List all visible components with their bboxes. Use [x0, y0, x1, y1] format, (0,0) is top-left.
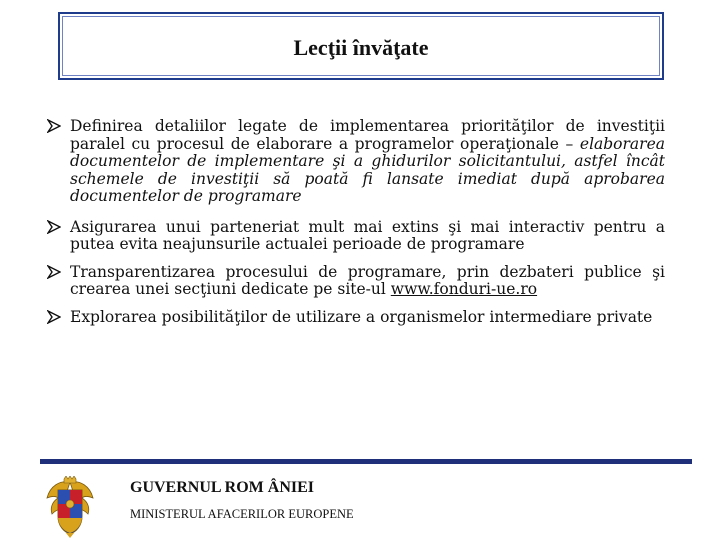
bullet-list [47, 118, 665, 336]
bullet-text: Asigurarea unui parteneriat mult mai extins şi mai interactiv pentru a putea evita neajunsurile actualei perioade de programare [70, 217, 665, 253]
government-name: GUVERNUL ROM ÂNIEI [130, 479, 315, 496]
title-box [58, 12, 664, 80]
arrow-bullet-icon [47, 220, 61, 234]
bullet-text: Transparentizarea procesului de programare, prin dezbateri publice şi crearea unei secţiuni dedicate pe site-ul [70, 262, 665, 298]
romanian-coat-of-arms-icon [44, 476, 96, 538]
footer-divider [40, 459, 692, 464]
bullet-item-2 [47, 219, 665, 254]
bullet-italic-text: elaborarea documentelor de implementare şi a ghidurilor solicitantului, astfel încât schemele de investiţii să poată fi lansate imediat după aprobarea documentelor de programare [70, 134, 665, 205]
bullet-item-4 [47, 309, 665, 327]
arrow-bullet-icon [47, 265, 61, 279]
bullet-item-1 [47, 118, 665, 206]
arrow-bullet-icon [47, 310, 61, 324]
bullet-text: Explorarea posibilităţilor de utilizare a organismelor intermediare private [70, 307, 653, 326]
arrow-bullet-icon [47, 119, 61, 133]
fonduri-ue-link[interactable]: www.fonduri-ue.ro [390, 280, 538, 298]
bullet-text: Definirea detaliilor legate de implementarea priorităţilor de investiţii paralel cu procesul de elaborare a programelor operaţionale – [70, 117, 665, 153]
ministry-name: MINISTERUL AFACERILOR EUROPENE [130, 507, 354, 521]
bullet-item-3 [47, 264, 665, 299]
page-title: Lecţii învăţate [293, 35, 429, 60]
